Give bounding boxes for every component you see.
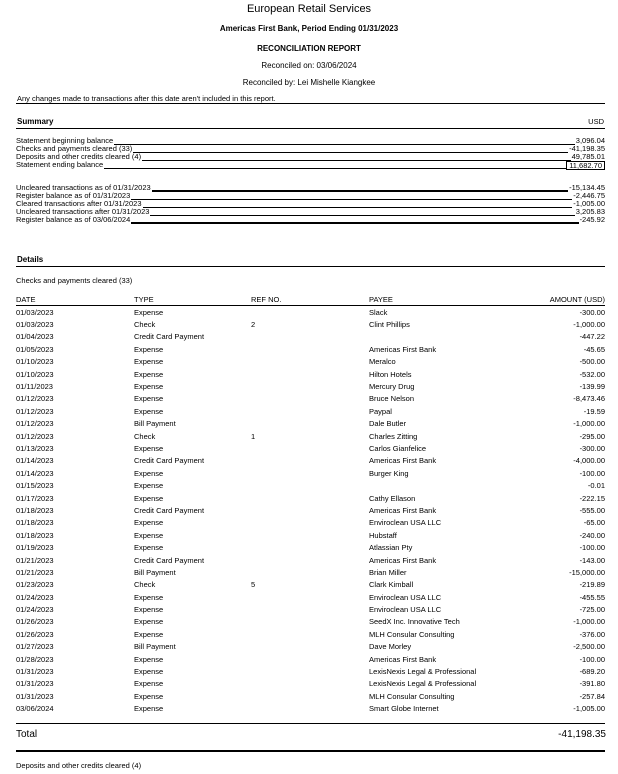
cell-payee: Smart Globe Internet <box>369 704 439 714</box>
table-row <box>16 566 605 578</box>
cell-type: Check <box>134 320 156 330</box>
cell-payee: Mercury Drug <box>369 382 415 392</box>
cell-type: Expense <box>134 468 164 478</box>
cell-payee: Clark Kimball <box>369 580 414 590</box>
table-row <box>16 641 605 653</box>
cell-type: Expense <box>134 394 164 404</box>
cell-amount: -555.00 <box>579 505 605 515</box>
summary-value: 3,096.04 <box>575 136 605 145</box>
cell-type: Expense <box>134 369 164 379</box>
table-row <box>16 356 605 368</box>
cell-ref <box>251 380 369 392</box>
cell-date: 01/26/2023 <box>16 629 54 639</box>
summary-divider <box>16 128 605 129</box>
cell-date: 01/03/2023 <box>16 307 54 317</box>
summary-row-ending-balance <box>16 161 605 169</box>
cell-ref <box>251 356 369 368</box>
cell-payee: SeedX Inc. Innovative Tech <box>369 617 460 627</box>
cell-payee: Enviroclean USA LLC <box>369 605 442 615</box>
cell-type: Expense <box>134 667 164 677</box>
cell-date: 01/14/2023 <box>16 468 54 478</box>
cell-type: Expense <box>134 654 164 664</box>
cell-amount: -2,500.00 <box>573 642 605 652</box>
cell-type: Check <box>134 431 156 441</box>
cell-type: Bill Payment <box>134 567 176 577</box>
cell-payee: Americas First Bank <box>369 555 437 565</box>
table-row <box>16 591 605 603</box>
cell-payee: Hubstaff <box>369 530 397 540</box>
table-row <box>16 541 605 553</box>
summary-register <box>16 184 605 224</box>
cell-type: Expense <box>134 344 164 354</box>
table-row <box>16 479 605 491</box>
summary-row <box>16 153 605 161</box>
cell-amount: -300.00 <box>579 443 605 453</box>
reconciled-on: Reconciled on: 03/06/2024 <box>261 61 357 70</box>
cell-date: 01/18/2023 <box>16 505 54 515</box>
cell-amount: -455.55 <box>579 592 605 602</box>
cell-payee: Dave Morley <box>369 642 412 652</box>
cell-date: 01/27/2023 <box>16 642 54 652</box>
cell-payee: Carlos Gianfelice <box>369 443 427 453</box>
cell-type: Expense <box>134 307 164 317</box>
summary-value: 49,785.01 <box>571 152 605 161</box>
summary-label: Register balance as of 03/06/2024 <box>16 215 131 224</box>
cell-ref <box>251 665 369 677</box>
column-header-payee: PAYEE <box>369 293 529 306</box>
summary-label: Cleared transactions after 01/31/2023 <box>16 199 142 208</box>
cell-date: 01/12/2023 <box>16 419 54 429</box>
cell-ref <box>251 405 369 417</box>
cell-type: Credit Card Payment <box>134 555 205 565</box>
cell-date: 01/04/2023 <box>16 332 54 342</box>
cell-date: 01/12/2023 <box>16 394 54 404</box>
cell-amount: -65.00 <box>583 518 605 528</box>
cell-ref <box>251 479 369 491</box>
cell-amount: -1,000.00 <box>573 617 605 627</box>
checks-payments-table <box>16 293 605 715</box>
cell-type: Expense <box>134 481 164 491</box>
table-row <box>16 343 605 355</box>
cell-date: 01/24/2023 <box>16 605 54 615</box>
cell-date: 01/10/2023 <box>16 369 54 379</box>
cell-payee: Atlassian Pty <box>369 543 413 553</box>
summary-value: -2,446.75 <box>573 191 605 200</box>
cell-type: Expense <box>134 543 164 553</box>
cell-amount: -1,000.00 <box>573 320 605 330</box>
cell-payee: Paypal <box>369 406 392 416</box>
table-row <box>16 579 605 591</box>
cell-ref <box>251 541 369 553</box>
cell-ref <box>251 690 369 702</box>
cell-payee: Meralco <box>369 357 396 367</box>
cell-amount: -725.00 <box>579 605 605 615</box>
cell-date: 03/06/2024 <box>16 704 54 714</box>
total-double-rule <box>16 750 605 752</box>
cell-type: Expense <box>134 406 164 416</box>
cell-date: 01/10/2023 <box>16 357 54 367</box>
summary-value: -1,005.00 <box>573 199 605 208</box>
cell-ref <box>251 641 369 653</box>
cell-amount: -100.00 <box>579 654 605 664</box>
table-row <box>16 616 605 628</box>
cell-amount: -376.00 <box>579 629 605 639</box>
table-row <box>16 603 605 615</box>
cell-date: 01/18/2023 <box>16 518 54 528</box>
cell-payee: Clint Phillips <box>369 320 410 330</box>
table-row <box>16 467 605 479</box>
cell-date: 01/12/2023 <box>16 431 54 441</box>
cell-date: 01/18/2023 <box>16 530 54 540</box>
cell-payee: LexisNexis Legal & Professional <box>369 667 477 677</box>
change-notice: Any changes made to transactions after this date aren't included in this report. <box>17 94 276 103</box>
table-row <box>16 492 605 504</box>
cell-amount: -447.22 <box>579 332 605 342</box>
cell-payee: Americas First Bank <box>369 456 437 466</box>
cell-amount: -15,000.00 <box>569 567 605 577</box>
cell-ref <box>251 603 369 615</box>
cell-date: 01/12/2023 <box>16 406 54 416</box>
summary-value: -245.92 <box>579 215 605 224</box>
cell-type: Expense <box>134 518 164 528</box>
cell-ref <box>251 653 369 665</box>
cell-type: Credit Card Payment <box>134 505 205 515</box>
column-header-date: DATE <box>16 293 134 306</box>
cell-payee: Dale Butler <box>369 419 407 429</box>
cell-ref <box>251 418 369 430</box>
cell-amount: -4,000.00 <box>573 456 605 466</box>
cell-date: 01/14/2023 <box>16 456 54 466</box>
cell-date: 01/05/2023 <box>16 344 54 354</box>
cell-amount: -45.65 <box>583 344 605 354</box>
cell-amount: -100.00 <box>579 468 605 478</box>
summary-label: Register balance as of 01/31/2023 <box>16 191 131 200</box>
summary-value: -41,198.35 <box>569 144 605 153</box>
cell-ref <box>251 455 369 467</box>
column-header-type: TYPE <box>134 293 251 306</box>
cell-amount: -1,000.00 <box>573 419 605 429</box>
cell-payee: Hilton Hotels <box>369 369 412 379</box>
cell-amount: -240.00 <box>579 530 605 540</box>
table-row <box>16 331 605 343</box>
table-row <box>16 393 605 405</box>
cell-type: Credit Card Payment <box>134 456 205 466</box>
table-row <box>16 628 605 640</box>
cell-ref <box>251 306 369 319</box>
cell-type: Expense <box>134 691 164 701</box>
cell-date: 01/13/2023 <box>16 443 54 453</box>
summary-label: Deposits and other credits cleared (4) <box>16 152 142 161</box>
table-row <box>16 368 605 380</box>
table-row <box>16 418 605 430</box>
cell-ref <box>251 331 369 343</box>
summary-value: 3,205.83 <box>575 207 605 216</box>
cell-type: Check <box>134 580 156 590</box>
cell-payee <box>369 331 529 343</box>
cell-amount: -0.01 <box>587 481 605 491</box>
cell-date: 01/28/2023 <box>16 654 54 664</box>
cell-ref <box>251 616 369 628</box>
notice-divider <box>16 103 605 104</box>
summary-value: -15,134.45 <box>569 183 605 192</box>
cell-payee: Americas First Bank <box>369 344 437 354</box>
table-row <box>16 517 605 529</box>
cell-payee: Americas First Bank <box>369 654 437 664</box>
cell-date: 01/31/2023 <box>16 667 54 677</box>
cell-payee: Americas First Bank <box>369 505 437 515</box>
cell-date: 01/21/2023 <box>16 555 54 565</box>
cell-date: 01/15/2023 <box>16 481 54 491</box>
cell-date: 01/17/2023 <box>16 493 54 503</box>
summary-label: Uncleared transactions after 01/31/2023 <box>16 207 150 216</box>
cell-type: Expense <box>134 629 164 639</box>
table-row <box>16 318 605 330</box>
cell-ref <box>251 566 369 578</box>
cell-ref <box>251 628 369 640</box>
cell-amount: -257.84 <box>579 691 605 701</box>
table-row <box>16 442 605 454</box>
cell-amount: -295.00 <box>579 431 605 441</box>
cell-ref <box>251 504 369 516</box>
cell-ref <box>251 492 369 504</box>
column-header-amount: AMOUNT (USD) <box>529 293 605 306</box>
cell-payee: Brian Miller <box>369 567 407 577</box>
cell-type: Credit Card Payment <box>134 332 205 342</box>
cell-type: Expense <box>134 605 164 615</box>
table-body <box>16 306 605 715</box>
cell-ref <box>251 393 369 405</box>
bank-period-title: Americas First Bank, Period Ending 01/31/2023 <box>219 24 399 33</box>
cell-amount: -1,005.00 <box>573 704 605 714</box>
summary-value: 11,682.70 <box>566 161 605 170</box>
cell-payee: Charles Zitting <box>369 431 418 441</box>
cell-type: Bill Payment <box>134 419 176 429</box>
cell-date: 01/31/2023 <box>16 679 54 689</box>
table-row <box>16 504 605 516</box>
summary-label: Statement ending balance <box>16 160 104 169</box>
cell-payee: Cathy Ellason <box>369 493 416 503</box>
cell-type: Expense <box>134 443 164 453</box>
cell-amount: -689.20 <box>579 667 605 677</box>
cell-type: Bill Payment <box>134 642 176 652</box>
cell-payee: Bruce Nelson <box>369 394 415 404</box>
deposits-caption: Deposits and other credits cleared (4) <box>16 761 142 770</box>
cell-ref: 2 <box>251 320 256 330</box>
table-header-row <box>16 293 605 306</box>
cell-payee: MLH Consular Consulting <box>369 691 455 701</box>
currency-label: USD <box>588 117 604 126</box>
cell-ref: 5 <box>251 580 256 590</box>
details-heading: Details <box>17 255 44 264</box>
table-row <box>16 306 605 319</box>
cell-ref <box>251 678 369 690</box>
table-row <box>16 665 605 677</box>
summary-heading: Summary <box>17 117 54 126</box>
cell-amount: -219.89 <box>579 580 605 590</box>
cell-type: Expense <box>134 357 164 367</box>
details-divider <box>16 266 605 267</box>
cell-type: Expense <box>134 592 164 602</box>
cell-payee <box>369 479 529 491</box>
cell-amount: -532.00 <box>579 369 605 379</box>
cell-type: Expense <box>134 679 164 689</box>
cell-type: Expense <box>134 382 164 392</box>
table-row <box>16 529 605 541</box>
cell-payee: Slack <box>369 307 388 317</box>
summary-label: Checks and payments cleared (33) <box>16 144 133 153</box>
checks-caption: Checks and payments cleared (33) <box>16 276 133 285</box>
cell-amount: -300.00 <box>579 307 605 317</box>
summary-label: Statement beginning balance <box>16 136 114 145</box>
cell-ref <box>251 467 369 479</box>
cell-date: 01/21/2023 <box>16 567 54 577</box>
cell-amount: -143.00 <box>579 555 605 565</box>
total-label: Total <box>16 729 38 740</box>
cell-ref <box>251 703 369 715</box>
reconciled-by: Reconciled by: Lei Mishelle Kiangkee <box>242 78 376 87</box>
cell-ref <box>251 442 369 454</box>
cell-type: Expense <box>134 530 164 540</box>
table-row <box>16 554 605 566</box>
cell-ref: 1 <box>251 431 256 441</box>
cell-ref <box>251 529 369 541</box>
cell-amount: -139.99 <box>579 382 605 392</box>
table-row <box>16 653 605 665</box>
cell-ref <box>251 343 369 355</box>
cell-payee: Enviroclean USA LLC <box>369 592 442 602</box>
cell-ref <box>251 368 369 380</box>
cell-date: 01/11/2023 <box>16 382 53 392</box>
company-name: European Retail Services <box>246 3 372 15</box>
table-row <box>16 678 605 690</box>
table-row <box>16 703 605 715</box>
table-row <box>16 430 605 442</box>
cell-type: Expense <box>134 704 164 714</box>
report-title: RECONCILIATION REPORT <box>257 44 361 53</box>
cell-amount: -222.15 <box>579 493 605 503</box>
cell-amount: -8,473.46 <box>573 394 605 404</box>
cell-type: Expense <box>134 617 164 627</box>
cell-date: 01/19/2023 <box>16 543 54 553</box>
table-row <box>16 690 605 702</box>
column-header-ref: REF NO. <box>251 293 369 306</box>
cell-date: 01/31/2023 <box>16 691 54 701</box>
cell-ref <box>251 591 369 603</box>
cell-payee: MLH Consular Consulting <box>369 629 455 639</box>
cell-date: 01/24/2023 <box>16 592 54 602</box>
cell-amount: -391.80 <box>579 679 605 689</box>
table-row <box>16 405 605 417</box>
cell-date: 01/23/2023 <box>16 580 54 590</box>
summary-row <box>16 216 605 224</box>
summary-label: Uncleared transactions as of 01/31/2023 <box>16 183 151 192</box>
cell-payee: Burger King <box>369 468 409 478</box>
cell-date: 01/26/2023 <box>16 617 54 627</box>
cell-ref <box>251 517 369 529</box>
cell-payee: Enviroclean USA LLC <box>369 518 442 528</box>
cell-amount: -100.00 <box>579 543 605 553</box>
cell-amount: -500.00 <box>579 357 605 367</box>
cell-ref <box>251 554 369 566</box>
cell-date: 01/03/2023 <box>16 320 54 330</box>
table-row <box>16 380 605 392</box>
cell-payee: LexisNexis Legal & Professional <box>369 679 477 689</box>
cell-amount: -19.59 <box>583 406 605 416</box>
cell-type: Expense <box>134 493 164 503</box>
summary-balances <box>16 137 605 169</box>
table-row <box>16 455 605 467</box>
leader-line <box>16 168 605 169</box>
total-value: -41,198.35 <box>558 729 606 740</box>
total-divider <box>16 723 605 724</box>
